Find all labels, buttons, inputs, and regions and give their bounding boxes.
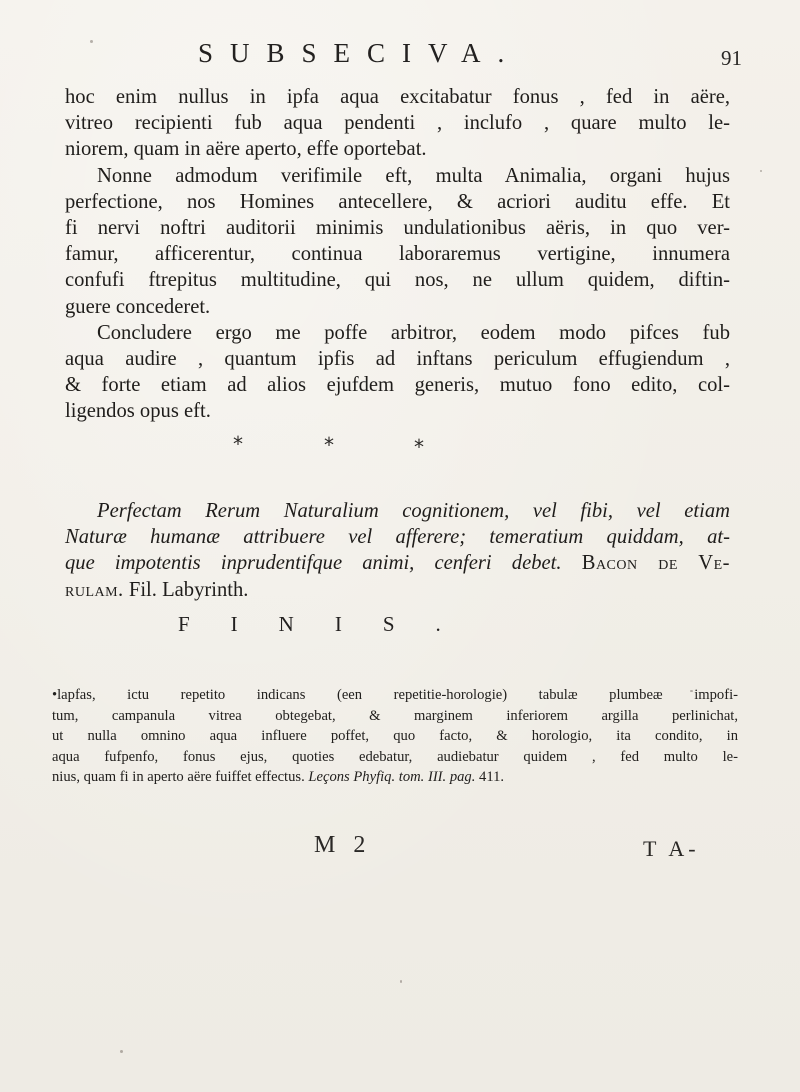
quote-line: Perfectam Rerum Naturalium cognitionem, vel fibi, vel etiam [97,500,730,522]
text-line: niorem, quam in aëre aperto, effe oportebat. [65,138,427,161]
text-line: ligendos opus eft. [65,400,211,423]
quote-author-cont: rulam. [65,578,124,601]
footnote-block [52,685,738,788]
asterisk-icon: * [233,432,243,456]
paper-speck [90,40,93,43]
text-line: hoc enim nullus in ipfa aqua excitabatur fonus , fed in aëre, [65,86,730,108]
asterisk-icon: * [324,433,334,457]
finis-mark: FINIS. [178,612,482,636]
footnote-line: ut nulla omnino aqua influere poffet, quo facto, & horologio, ita condito, in [52,728,738,745]
footnote-page: 411. [479,769,505,786]
text-line: vitreo recipienti fub aqua pendenti , inclufo , quare multo le- [65,112,730,135]
quote-source: Fil. Labyrinth. [128,578,249,601]
epigraph-quote [65,498,730,603]
paper-speck [120,1050,123,1053]
text-line: perfectione, nos Homines antecellere, & acriori auditu effe. Et [65,190,730,213]
text-line: confufi ftrepitus multitudine, qui nos, ne ullum quidem, diftin- [65,269,730,292]
text-line: Nonne admodum verifimile eft, multa Animalia, organi hujus [97,164,730,187]
running-head [0,38,800,78]
asterisk-icon: * [414,435,424,459]
text-line: fi nervi noftri auditorii minimis undulationibus aëris, in quo ver- [65,216,730,239]
footnote-line: aqua fufpenfo, fonus ejus, quoties edebatur, audiebatur quidem , fed multo le- [52,748,738,765]
quote-line-text: que impotentis inprudentifque animi, cenferi debet. [65,552,562,575]
quote-line: Naturæ humanæ attribuere vel afferere; temeratium quiddam, at- [65,526,730,549]
text-line: famur, afficerentur, continua laboraremus vertigine, innumera [65,243,730,266]
paper-speck [400,980,402,983]
catchword: T A- [643,836,700,861]
running-title: SUBSECIVA. [198,38,522,68]
section-separator [0,432,800,462]
main-text-block [65,84,730,424]
signature-mark: M 2 [314,832,372,858]
quote-author: Bacon de Ve- [581,552,730,575]
footnote-line [52,685,738,706]
text-line: & forte etiam ad alios ejufdem generis, mutuo fono edito, col- [65,374,730,397]
footnote-reference: Leçons Phyfiq. tom. III. pag. [308,769,476,786]
quote-line [65,577,730,603]
quote-line [65,550,730,576]
text-line: guere concederet. [65,295,211,318]
footnote-text: nius, quam fi in aperto aëre fuiffet effectus. [52,769,305,786]
footnote-line: tum, campanula vitrea obtegebat, & marginem inferiorem argilla perlinichat, [52,707,738,724]
text-line: aqua audire , quantum ipfis ad inftans periculum effugiendum , [65,347,730,370]
paper-speck [690,690,693,692]
footnote-text: •lapfas, ictu repetito indicans (een repetitie-horologie) tabulæ plumbeæ impofi- [52,687,738,703]
page-number: 91 [721,46,742,70]
footnote-line [52,767,738,788]
paper-speck [760,170,762,172]
text-line: Concludere ergo me poffe arbitror, eodem modo pifces fub [97,321,730,344]
